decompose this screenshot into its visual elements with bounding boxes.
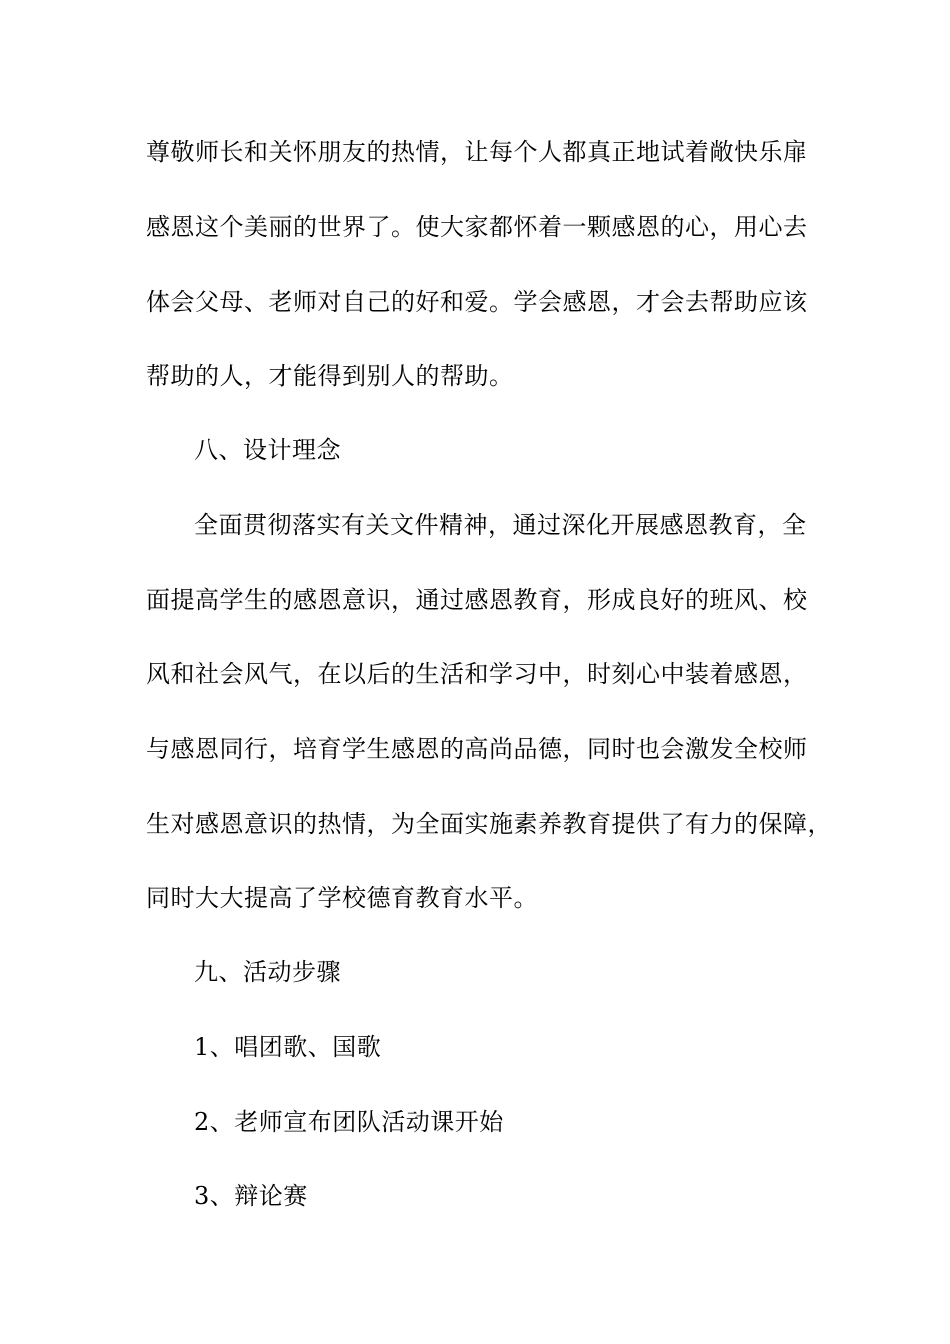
paragraph-line: 感恩这个美丽的世界了。使大家都怀着一颗感恩的心，用心去 <box>146 213 808 241</box>
list-item: 1、唱团歌、国歌 <box>194 1033 382 1061</box>
paragraph-line: 与感恩同行，培育学生感恩的高尚品德，同时也会激发全校师 <box>146 735 808 763</box>
paragraph-line: 尊敬师长和关怀朋友的热情，让每个人都真正地试着敞快乐扉 <box>146 138 808 166</box>
section-heading: 九、活动步骤 <box>194 958 341 986</box>
list-item: 3、辩论赛 <box>194 1182 308 1210</box>
paragraph-line: 帮助的人，才能得到别人的帮助。 <box>146 362 514 390</box>
paragraph-line: 面提高学生的感恩意识，通过感恩教育，形成良好的班风、校 <box>146 586 808 614</box>
paragraph-line: 全面贯彻落实有关文件精神，通过深化开展感恩教育，全 <box>194 511 807 539</box>
paragraph-line: 风和社会风气，在以后的生活和学习中，时刻心中装着感恩， <box>146 660 808 688</box>
list-item: 2、老师宣布团队活动课开始 <box>194 1108 504 1136</box>
paragraph-line: 体会父母、老师对自己的好和爱。学会感恩，才会去帮助应该 <box>146 288 808 316</box>
paragraph-line: 生对感恩意识的热情，为全面实施素养教育提供了有力的保障， <box>146 810 832 838</box>
paragraph-line: 同时大大提高了学校德育教育水平。 <box>146 884 538 912</box>
section-heading: 八、设计理念 <box>194 436 341 464</box>
